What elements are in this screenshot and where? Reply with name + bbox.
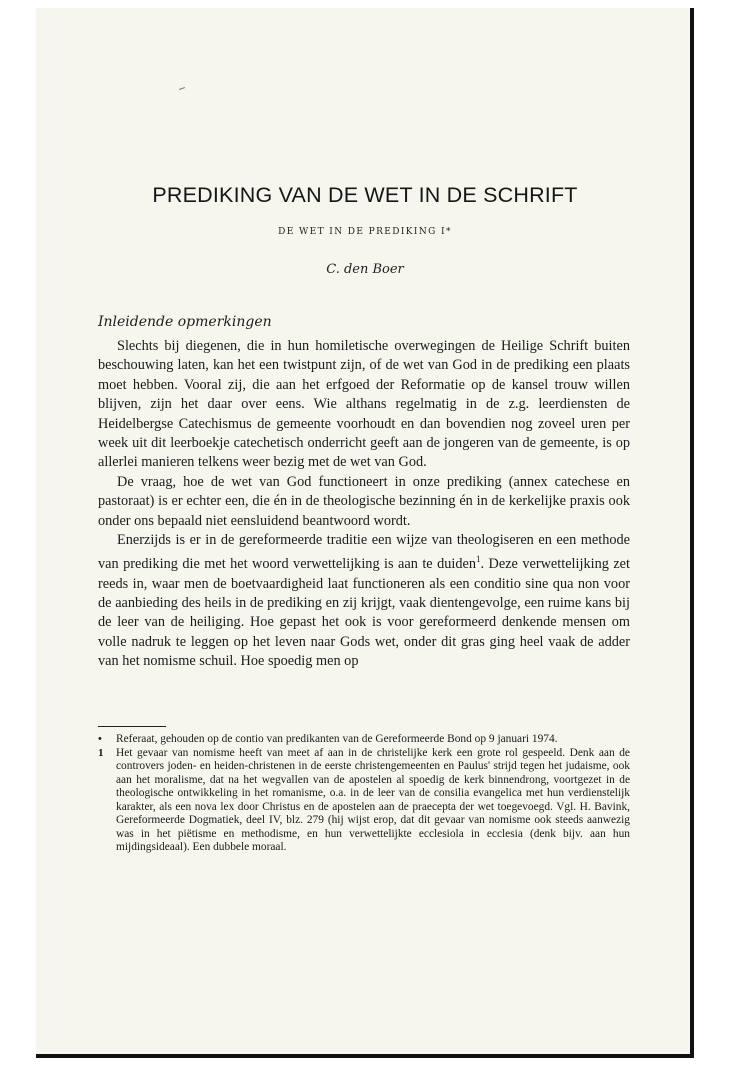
footnotes: [98, 733, 630, 855]
body-text: [98, 337, 630, 672]
footnote-text: Het gevaar van nomisme heeft van meet af aan in de christelijke kerk een grote rol gespeeld. Denk aan de controvers joden- en heiden-christenen in de eerste christengemeenten en Paulus' strijd tegen het judaisme, ook aan het moralisme, dat na het wegvallen van de apostelen al spoedig de kerk binnendrong, voortgezet in de theologische ontwikkeling in het romanisme, o.a. in de leer van de consilia evangelica met hun verdienstelijk karakter, als een nova lex door Christus en de apostelen aan de praecepta der wet toegevoegd. Vgl. H. Bavink, Gereformeerde Dogmatiek, deel IV, blz. 279 (hij wijst erop, dat dit gevaar van nomisme ook steeds aanwezig was in het piëtisme en methodisme, en hun verwettelijkte ecclesiola in ecclesia (denk bijv. aan hun mijdingsideaal). Een dubbele moraal.: [116, 746, 630, 853]
article-author: C. den Boer: [326, 262, 404, 277]
paragraph-1: Slechts bij diegenen, die in hun homiletische overwegingen de Heilige Schrift buiten beschouwing laten, kan het een twistpunt zijn, of de wet van God in de prediking een plaats moet hebben. Vooral zij, die aan het erfgoed der Reformatie op de kansel trouw willen blijven, zijn het daar over eens. Wie althans regelmatig in de z.g. leerdiensten de Heidelbergse Catechismus de gemeente voorhoudt en dan bovendien nog zoveel uren per week uit dit leerboekje catechetisch onderricht geeft aan de jongeren van de gemeente, is op allerlei manieren telkens weer bezig met de wet van God.: [98, 338, 630, 471]
paragraph-2: De vraag, hoe de wet van God functioneert in onze prediking (annex catechese en pastoraat) is er echter een, die én in de theologische bezinning én in de kerkelijke praxis ook onder ons bepaald niet eensluidend beantwoord wordt.: [98, 473, 630, 529]
footnote: [98, 733, 630, 747]
paragraph-3-text-after: . Deze verwettelijking zet reeds in, waar men de boetvaardigheid laat functioneren als een conditio sine qua non voor de aanbieding des heils in de prediking en zij krijgt, vaak dientengevolge, een ruime kans bij de leer van de heiliging. Hoe gepast het ook is voor gereformeerd denkende mensen om volle nadruk te leggen op het leven naar Gods wet, onder dit gras ging heel vaak de adder van het nomisme schuil. Hoe spoedig men op: [98, 556, 630, 670]
article-title: PREDIKING VAN DE WET IN DE SCHRIFT: [152, 183, 578, 207]
footnote: [98, 747, 630, 855]
footnote-ref-1: 1: [476, 554, 481, 565]
footnote-marker: 1: [98, 746, 104, 759]
paragraph-3: [98, 531, 630, 672]
footnote-marker: •: [98, 733, 102, 745]
scan-speck: [179, 87, 185, 90]
footnote-rule: [98, 726, 166, 727]
page-sheet: [36, 8, 694, 1058]
footnote-text: Referaat, gehouden op de contio van predikanten van de Gereformeerde Bond op 9 januari 1974.: [116, 733, 558, 745]
paragraph-3-text-before: Enerzijds is er in de gereformeerde traditie een wijze van theologiseren en een methode van prediking die met het woord verwettelijking is aan te duiden: [98, 532, 630, 573]
article-subtitle: DE WET IN DE PREDIKING I*: [278, 227, 452, 237]
section-heading: Inleidende opmerkingen: [98, 314, 272, 330]
